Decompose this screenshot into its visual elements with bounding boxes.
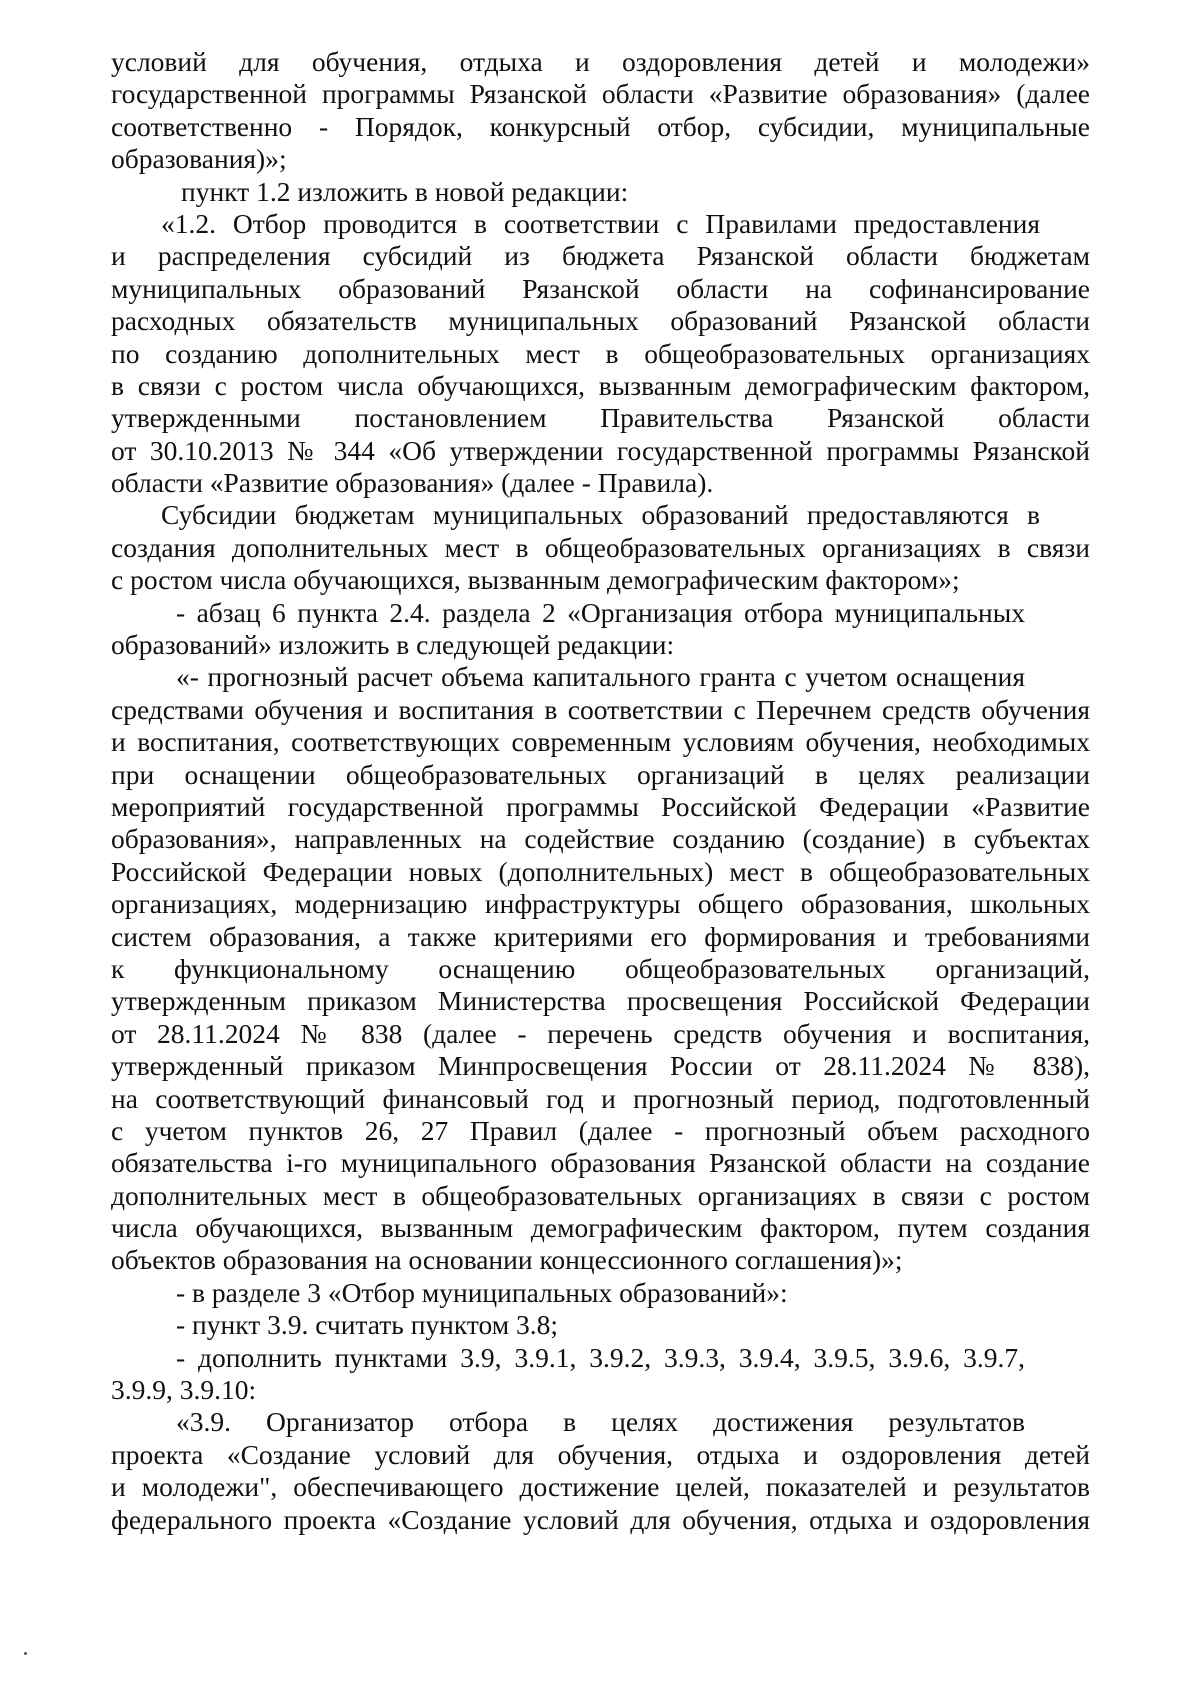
document-line: числа обучающихся, вызванным демографическим фактором, путем создания bbox=[111, 1212, 1090, 1244]
document-line: области «Развитие образования» (далее - Правила). bbox=[111, 467, 714, 499]
document-line: соответственно - Порядок, конкурсный отбор, субсидии, муниципальные bbox=[111, 110, 1090, 142]
document-line: «3.9. Организатор отбора в целях достижения результатов bbox=[176, 1406, 1025, 1438]
document-line: мероприятий государственной программы Российской Федерации «Развитие bbox=[111, 790, 1090, 822]
document-line: образования», направленных на содействие созданию (создание) в субъектах bbox=[111, 823, 1090, 855]
document-body bbox=[111, 46, 1090, 1536]
document-line: в связи с ростом числа обучающихся, вызванным демографическим фактором, bbox=[111, 369, 1090, 401]
document-line: условий для обучения, отдыха и оздоровления детей и молодежи» bbox=[111, 46, 1090, 77]
document-line: дополнительных мест в общеобразовательных организациях в связи с ростом bbox=[111, 1179, 1090, 1211]
document-line: к функциональному оснащению общеобразовательных организаций, bbox=[111, 952, 1090, 984]
document-line: при оснащении общеобразовательных организаций в целях реализации bbox=[111, 758, 1090, 790]
scan-speck bbox=[24, 1652, 27, 1655]
document-line: от 28.11.2024 № 838 (далее - перечень средств обучения и воспитания, bbox=[111, 1017, 1090, 1049]
document-line: расходных обязательств муниципальных образований Рязанской области bbox=[111, 305, 1090, 337]
document-line: и распределения субсидий из бюджета Рязанской области бюджетам bbox=[111, 240, 1090, 272]
document-line: проекта «Создание условий для обучения, отдыха и оздоровления детей bbox=[111, 1438, 1090, 1470]
document-line: государственной программы Рязанской области «Развитие образования» (далее bbox=[111, 78, 1090, 110]
document-line: «1.2. Отбор проводится в соответствии с Правилами предоставления bbox=[161, 207, 1040, 239]
document-line: утвержденными постановлением Правительства Рязанской области bbox=[111, 402, 1090, 434]
document-line: - абзац 6 пункта 2.4. раздела 2 «Организация отбора муниципальных bbox=[176, 596, 1025, 628]
document-line: с учетом пунктов 26, 27 Правил (далее - прогнозный объем расходного bbox=[111, 1114, 1090, 1146]
document-line: пункт 1.2 изложить в новой редакции: bbox=[181, 175, 629, 207]
document-line: муниципальных образований Рязанской области на софинансирование bbox=[111, 272, 1090, 304]
document-line: на соответствующий финансовый год и прогнозный период, подготовленный bbox=[111, 1082, 1090, 1114]
document-line: организациях, модернизацию инфраструктуры общего образования, школьных bbox=[111, 888, 1090, 920]
document-line: средствами обучения и воспитания в соответствии с Перечнем средств обучения bbox=[111, 693, 1090, 725]
document-line: Российской Федерации новых (дополнительных) мест в общеобразовательных bbox=[111, 855, 1090, 887]
document-line: обязательства i-го муниципального образования Рязанской области на создание bbox=[111, 1147, 1090, 1179]
document-line: систем образования, а также критериями его формирования и требованиями bbox=[111, 920, 1090, 952]
document-line: и воспитания, соответствующих современным условиям обучения, необходимых bbox=[111, 726, 1090, 758]
document-line: «- прогнозный расчет объема капитального гранта с учетом оснащения bbox=[176, 661, 1025, 693]
document-line: создания дополнительных мест в общеобразовательных организациях в связи bbox=[111, 531, 1090, 563]
document-line: - дополнить пунктами 3.9, 3.9.1, 3.9.2, 3.9.3, 3.9.4, 3.9.5, 3.9.6, 3.9.7, bbox=[176, 1341, 1025, 1373]
document-line: образования)»; bbox=[111, 143, 287, 175]
document-line: от 30.10.2013 № 344 «Об утверждении государственной программы Рязанской bbox=[111, 434, 1090, 466]
document-line: с ростом числа обучающихся, вызванным демографическим фактором»; bbox=[111, 564, 960, 596]
document-line: 3.9.9, 3.9.10: bbox=[111, 1374, 257, 1406]
document-line: - в разделе 3 «Отбор муниципальных образований»: bbox=[176, 1276, 788, 1308]
document-line: и молодежи", обеспечивающего достижение целей, показателей и результатов bbox=[111, 1471, 1090, 1503]
document-line: - пункт 3.9. считать пунктом 3.8; bbox=[176, 1309, 559, 1341]
document-line: Субсидии бюджетам муниципальных образований предоставляются в bbox=[161, 499, 1040, 531]
document-line: утвержденный приказом Минпросвещения России от 28.11.2024 № 838), bbox=[111, 1050, 1090, 1082]
document-line: образований» изложить в следующей редакции: bbox=[111, 629, 675, 661]
document-line: федерального проекта «Создание условий для обучения, отдыха и оздоровления bbox=[111, 1503, 1090, 1535]
document-line: утвержденным приказом Министерства просвещения Российской Федерации bbox=[111, 985, 1090, 1017]
document-line: по созданию дополнительных мест в общеобразовательных организациях bbox=[111, 337, 1090, 369]
document-line: объектов образования на основании концессионного соглашения)»; bbox=[111, 1244, 903, 1276]
